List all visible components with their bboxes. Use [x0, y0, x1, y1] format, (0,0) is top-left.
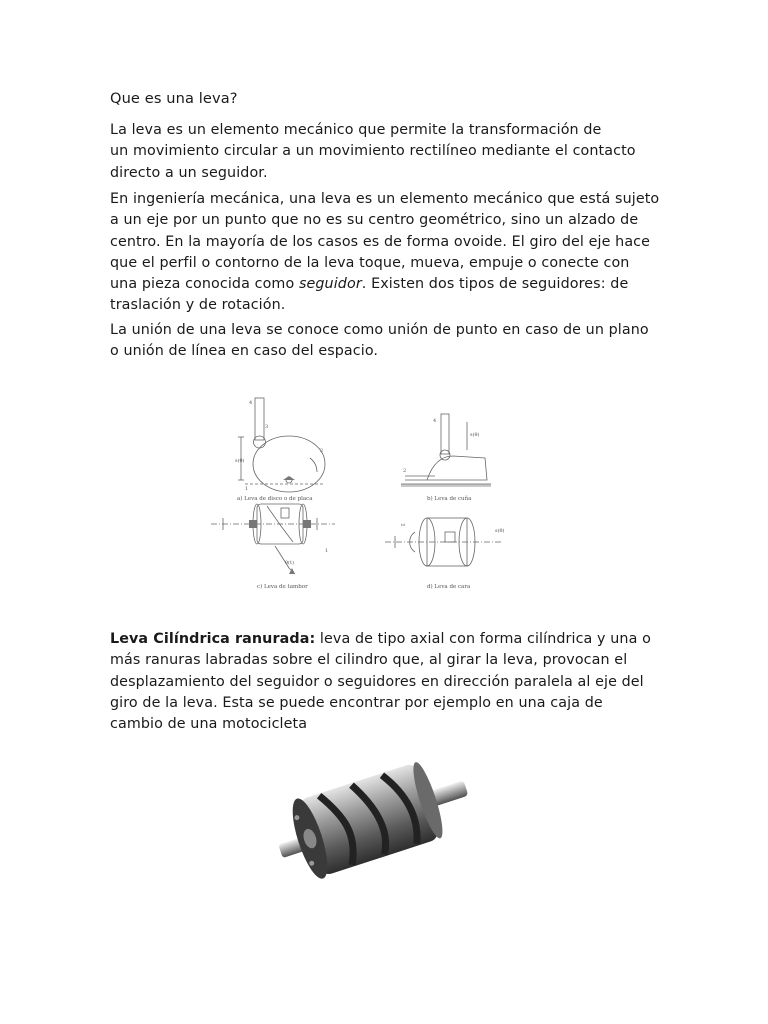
italic-term: seguidor [298, 276, 362, 293]
label-3-a: 3 [265, 424, 269, 430]
label-4-a: 4 [249, 400, 253, 406]
label-s-theta: s(θ) [235, 458, 245, 464]
bearing-right [303, 520, 311, 528]
label-1-a: 1 [245, 486, 249, 492]
paragraph-definition: La leva es un elemento mecánico que permite la transformación de un movimiento circular a un movimiento rectilíneo mediante el contacto directo a un seguidor. [110, 122, 636, 181]
label-2-a: 2 [320, 448, 324, 454]
label-1-c: 1 [325, 548, 329, 554]
disc-cam-shape [253, 436, 325, 492]
follower-d [445, 532, 455, 542]
label-4-b: 4 [433, 418, 437, 424]
cylindrical-cam-photo [268, 748, 480, 896]
caption-b: b) Leva de cuña [427, 496, 472, 502]
term-title: Leva Cilíndrica ranurada: [110, 631, 316, 647]
label-omega-d: ω [401, 522, 406, 528]
label-s-theta-d: s(θ) [495, 528, 505, 534]
cam-types-figure [205, 392, 515, 596]
label-theta-c: θ(t) [285, 560, 294, 566]
roller-a [254, 436, 266, 448]
paragraph-engineering: En ingeniería mecánica, una leva es un elemento mecánico que está sujeto a un eje por un punto que no es su centro geométrico, sino un alzado de centro. En la mayoría de los casos es de forma ovoide. El giro del eje hace que el perfil o contorno de la leva toque, mueva, empuje o conecte con una pieza conocida como seguidor. Existen dos tipos de seguidores: de traslación y de rotación. [110, 191, 660, 314]
label-s-theta-b: s(θ) [470, 432, 480, 438]
caption-d: d) Leva de cara [427, 584, 471, 590]
page-title: Que es una leva? [110, 90, 238, 107]
follower-rod-b [441, 414, 449, 454]
paragraph-cylindrical-cam: Leva Cilíndrica ranurada: leva de tipo axial con forma cilíndrica y una o más ranuras labradas sobre el cilindro que, al girar la leva, provocan el desplazamiento del seguidor o seguidores en dirección paralela al eje del giro de la leva. Esta se puede encontrar por ejemplo en una caja de cambio de una motocicleta [110, 631, 651, 733]
paragraph-union: La unión de una leva se conoce como unión de punto en caso de un plano o unión de línea en caso del espacio. [110, 322, 649, 360]
follower-rod-a [255, 398, 264, 440]
caption-c: c) Leva de tambor [257, 584, 308, 590]
caption-a: a) Leva de disco o de placa [237, 496, 313, 502]
bearing-left [249, 520, 257, 528]
label-2-b: 2 [403, 468, 407, 474]
roller-b [440, 450, 450, 460]
